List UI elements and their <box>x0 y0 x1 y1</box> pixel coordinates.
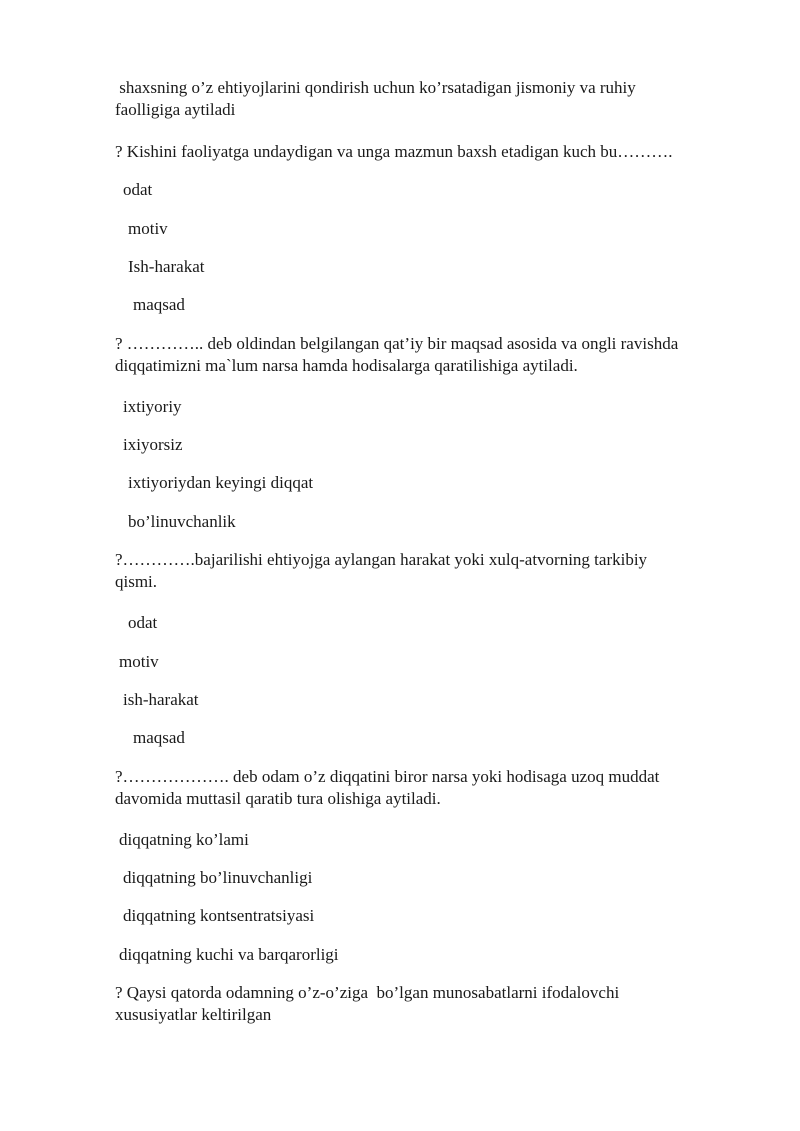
q3-option-d[interactable]: maqsad <box>133 728 185 747</box>
question-5-line-1: ? Qaysi qatorda odamning o’z-o’ziga bo’lgan munosabatlarni ifodalovchi <box>115 983 620 1002</box>
q1-option-c[interactable]: Ish-harakat <box>128 257 205 276</box>
question-3-line-2: qismi. <box>115 572 158 591</box>
question-1-text: ? Kishini faoliyatga undaydigan va unga mazmun baxsh etadigan kuch bu………. <box>115 142 673 161</box>
q4-option-d[interactable]: diqqatning kuchi va barqarorligi <box>119 945 339 964</box>
question-2 <box>115 333 745 377</box>
q2-option-c[interactable]: ixtiyoriydan keyingi diqqat <box>128 473 314 492</box>
question-4 <box>115 766 745 810</box>
q1-option-b[interactable]: motiv <box>128 219 168 238</box>
question-4-line-1: ?………………. deb odam o’z diqqatini biror narsa yoki hodisaga uzoq muddat <box>115 767 660 786</box>
intro-line-1: shaxsning o’z ehtiyojlarini qondirish uchun ko’rsatadigan jismoniy va ruhiy <box>115 78 636 97</box>
question-1 <box>115 141 745 163</box>
q4-option-c[interactable]: diqqatning kontsentratsiyasi <box>123 906 315 925</box>
q2-option-b[interactable]: ixiyorsiz <box>123 435 183 454</box>
q1-option-a[interactable]: odat <box>123 180 153 199</box>
question-2-line-1: ? ………….. deb oldindan belgilangan qat’iy bir maqsad asosida va ongli ravishda <box>115 334 679 353</box>
question-5-line-2: xususiyatlar keltirilgan <box>115 1005 272 1024</box>
intro-text <box>115 77 745 121</box>
q4-option-a[interactable]: diqqatning ko’lami <box>119 830 249 849</box>
q3-option-b[interactable]: motiv <box>119 652 159 671</box>
question-2-line-2: diqqatimizni ma`lum narsa hamda hodisalarga qaratilishiga aytiladi. <box>115 356 578 375</box>
question-4-line-2: davomida muttasil qaratib tura olishiga aytiladi. <box>115 789 441 808</box>
q3-option-a[interactable]: odat <box>128 613 158 632</box>
q2-option-d[interactable]: bo’linuvchanlik <box>128 512 236 531</box>
q1-option-d[interactable]: maqsad <box>133 295 185 314</box>
q3-option-c[interactable]: ish-harakat <box>123 690 199 709</box>
question-3 <box>115 549 745 593</box>
q4-option-b[interactable]: diqqatning bo’linuvchanligi <box>123 868 313 887</box>
intro-line-2: faolligiga aytiladi <box>115 100 236 119</box>
question-5 <box>115 982 745 1026</box>
question-3-line-1: ?………….bajarilishi ehtiyojga aylangan harakat yoki xulq-atvorning tarkibiy <box>115 550 648 569</box>
q2-option-a[interactable]: ixtiyoriy <box>123 397 182 416</box>
